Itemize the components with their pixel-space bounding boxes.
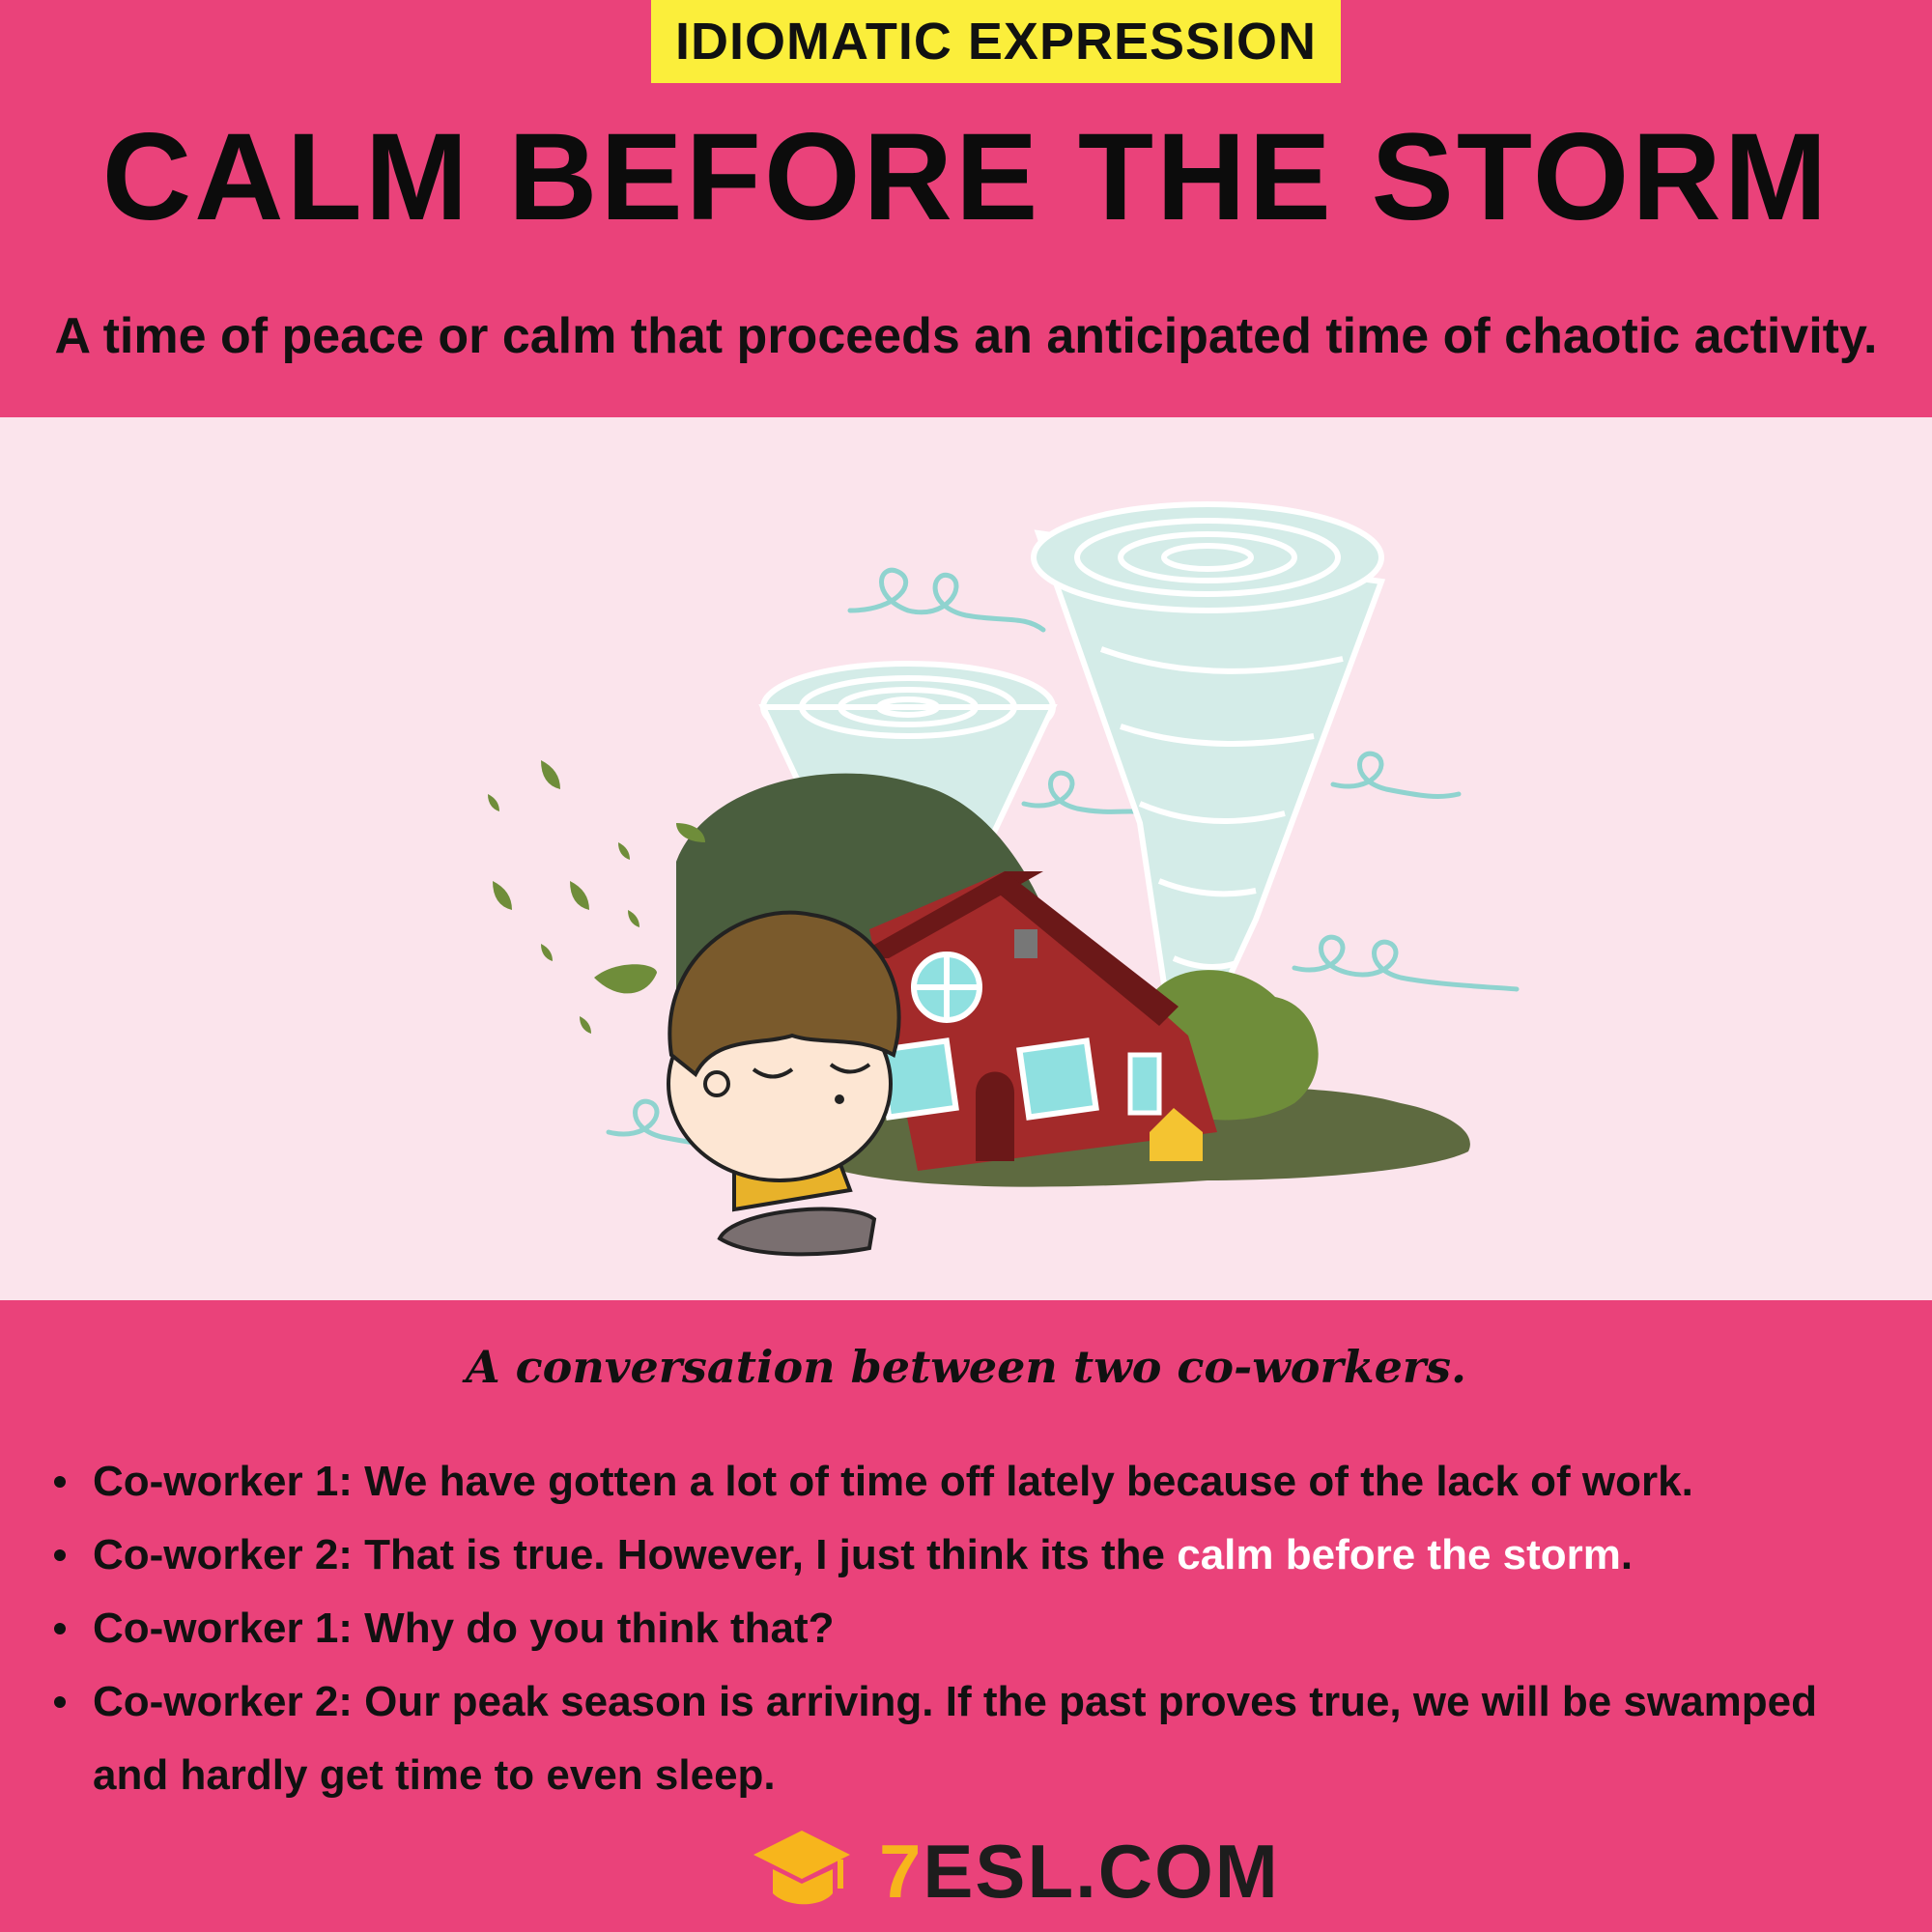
brand-wordmark <box>879 1828 1280 1916</box>
brand-logo <box>744 1816 1323 1922</box>
flying-leaves <box>488 760 705 1034</box>
brand-seven: 7 <box>879 1829 923 1914</box>
idiom-title: CALM BEFORE THE STORM <box>101 108 1831 246</box>
idiom-highlight: calm before the storm <box>1177 1531 1621 1578</box>
brand-rest: ESL.COM <box>923 1829 1280 1914</box>
boy-character <box>668 913 899 1255</box>
dialog-line: Co-worker 1: We have gotten a lot of time off lately because of the lack of work. <box>48 1445 1903 1519</box>
illustration-panel <box>0 417 1932 1300</box>
category-badge: IDIOMATIC EXPRESSION <box>651 0 1341 83</box>
graduation-cap-icon <box>744 1816 869 1922</box>
conversation-heading: A conversation between two co-workers. <box>465 1341 1467 1393</box>
idiom-definition: A time of peace or calm that proceeds an anticipated time of chaotic activity. <box>54 308 1878 364</box>
dialog-text: Co-worker 2: That is true. However, I just think its the <box>93 1531 1178 1578</box>
dialog-line: Co-worker 1: Why do you think that? <box>48 1592 1903 1665</box>
storm-illustration <box>0 417 1932 1300</box>
header-section <box>0 0 1932 417</box>
dialog-line <box>48 1519 1903 1592</box>
dialog-line: Co-worker 2: Our peak season is arriving. If the past proves true, we will be swamped and hardly get time to even sleep. <box>48 1665 1903 1812</box>
dialog-text: . <box>1620 1531 1634 1578</box>
dialog-list <box>48 1445 1903 1812</box>
